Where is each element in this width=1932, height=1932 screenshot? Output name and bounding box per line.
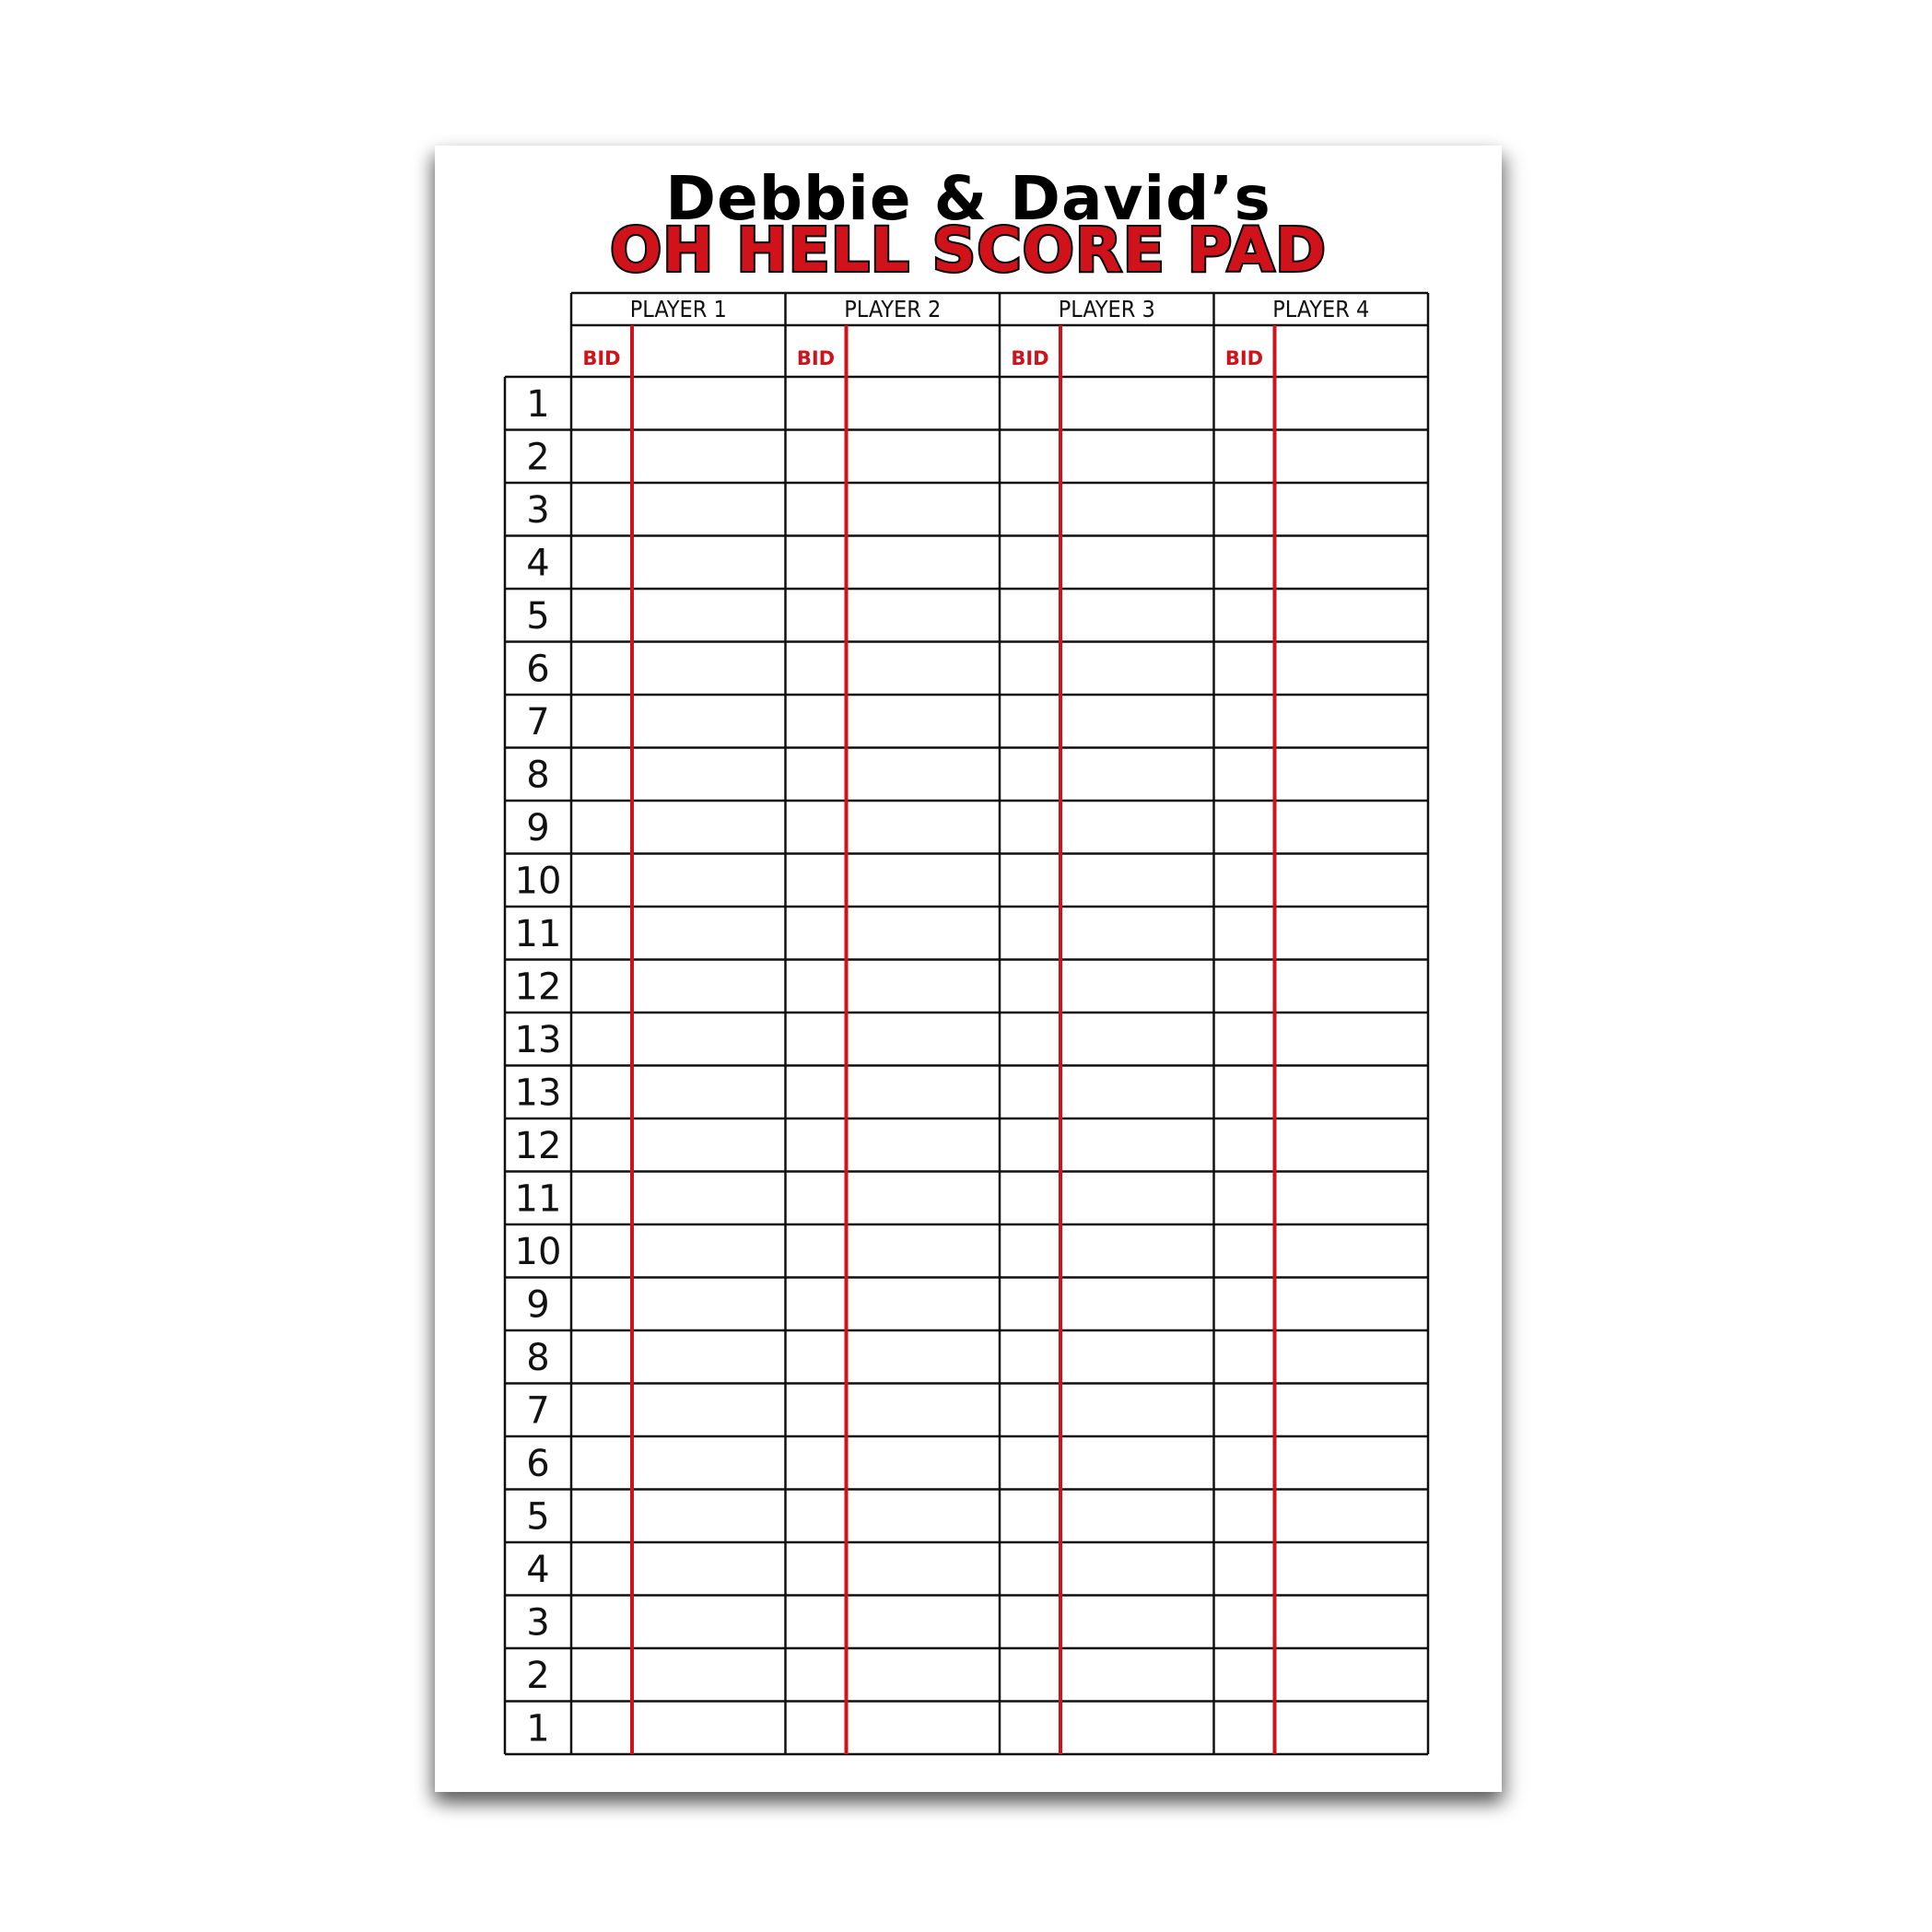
score-cell[interactable] [1278,432,1427,482]
bid-cell[interactable] [788,1280,845,1329]
bid-cell[interactable] [1001,1438,1059,1488]
score-cell[interactable] [1278,379,1427,428]
bid-cell[interactable] [573,908,630,958]
score-cell[interactable] [849,1544,999,1594]
score-cell[interactable] [1278,1014,1427,1064]
bid-cell[interactable] [1001,1226,1059,1276]
bid-label: BID [582,347,621,369]
score-cell[interactable] [849,432,999,482]
bid-cell[interactable] [788,1332,845,1382]
score-cell[interactable] [1063,591,1212,640]
score-cell[interactable] [1278,856,1427,906]
bid-cell[interactable] [1001,750,1059,800]
bid-cell[interactable] [1216,802,1273,852]
round-number: 8 [526,754,550,797]
score-cell[interactable] [1278,1598,1427,1647]
bid-cell[interactable] [573,697,630,746]
bid-cell[interactable] [788,1226,845,1276]
bid-cell[interactable] [573,1598,630,1647]
bid-cell[interactable] [788,644,845,694]
bid-cell[interactable] [1216,856,1273,906]
bid-cell[interactable] [788,1438,845,1488]
bid-cell[interactable] [1001,1174,1059,1224]
round-number: 11 [514,1177,562,1221]
score-cell[interactable] [849,538,999,588]
bid-cell[interactable] [1216,432,1273,482]
score-cell[interactable] [849,1174,999,1224]
bid-cell[interactable] [573,962,630,1012]
bid-label: BID [1224,347,1264,369]
score-cell[interactable] [635,432,784,482]
bid-cell[interactable] [788,1120,845,1170]
score-cell[interactable] [635,644,784,694]
bid-cell[interactable] [573,1120,630,1170]
bid-cell[interactable] [1216,644,1273,694]
bid-cell[interactable] [788,856,845,906]
round-number: 2 [526,1654,550,1697]
bid-cell[interactable] [1001,1014,1059,1064]
bid-cell[interactable] [573,379,630,428]
bid-label: BID [1011,347,1049,369]
bid-cell[interactable] [1001,962,1059,1012]
bid-cell[interactable] [1001,644,1059,694]
bid-cell[interactable] [788,485,845,534]
bid-cell[interactable] [788,591,845,640]
bid-cell[interactable] [788,802,845,852]
score-cell[interactable] [635,1068,784,1118]
score-cell[interactable] [1278,1386,1427,1435]
bid-cell[interactable] [573,856,630,906]
score-cell[interactable] [1278,750,1427,800]
score-cell[interactable] [1063,1544,1212,1594]
score-cell[interactable] [635,485,784,534]
bid-cell[interactable] [1001,697,1059,746]
bid-cell[interactable] [573,485,630,534]
score-cell[interactable] [1063,1280,1212,1329]
score-cell[interactable] [1278,1332,1427,1382]
bid-cell[interactable] [1001,1598,1059,1647]
bid-cell[interactable] [573,1492,630,1541]
bid-cell[interactable] [1001,856,1059,906]
round-number: 6 [526,1442,550,1485]
score-cell[interactable] [849,908,999,958]
bid-cell[interactable] [788,1386,845,1435]
score-cell[interactable] [849,1650,999,1700]
bid-cell[interactable] [1216,1386,1273,1435]
score-cell[interactable] [635,538,784,588]
bid-cell[interactable] [573,644,630,694]
bid-cell[interactable] [1216,379,1273,428]
bid-cell[interactable] [788,1598,845,1647]
bid-cell[interactable] [573,1174,630,1224]
player-header-label: PLAYER 2 [844,296,942,322]
score-cell[interactable] [635,1332,784,1382]
score-cell[interactable] [1278,1438,1427,1488]
score-cell[interactable] [849,1014,999,1064]
score-cell[interactable] [1063,1438,1212,1488]
score-cell[interactable] [1063,1120,1212,1170]
bid-cell[interactable] [573,432,630,482]
score-cell[interactable] [1278,591,1427,640]
score-cell[interactable] [635,1544,784,1594]
bid-cell[interactable] [573,1280,630,1329]
score-cell[interactable] [635,1492,784,1541]
bid-cell[interactable] [573,750,630,800]
bid-cell[interactable] [788,1650,845,1700]
bid-cell[interactable] [788,1544,845,1594]
score-cell[interactable] [1278,962,1427,1012]
score-cell[interactable] [849,485,999,534]
bid-cell[interactable] [1001,1650,1059,1700]
bid-cell[interactable] [573,1226,630,1276]
bid-cell[interactable] [573,802,630,852]
score-cell[interactable] [849,1704,999,1753]
bid-cell[interactable] [1216,1598,1273,1647]
bid-cell[interactable] [788,432,845,482]
score-cell[interactable] [1063,379,1212,428]
score-cell[interactable] [635,1386,784,1435]
bid-cell[interactable] [1001,1332,1059,1382]
score-cell[interactable] [1063,1598,1212,1647]
bid-cell[interactable] [1216,1492,1273,1541]
pad-title-game: OH HELL SCORE PAD [610,215,1327,286]
round-number: 10 [514,860,562,903]
score-cell[interactable] [849,591,999,640]
bid-cell[interactable] [1001,1544,1059,1594]
round-number: 11 [514,912,562,955]
score-cell[interactable] [849,856,999,906]
score-cell[interactable] [635,856,784,906]
score-cell[interactable] [635,962,784,1012]
round-number: 13 [514,1018,562,1061]
score-cell[interactable] [849,1068,999,1118]
round-number: 1 [526,1707,550,1751]
score-cell[interactable] [635,1174,784,1224]
round-number: 3 [526,1601,550,1645]
score-cell[interactable] [1063,432,1212,482]
bid-cell[interactable] [1216,1650,1273,1700]
score-cell[interactable] [849,1226,999,1276]
bid-cell[interactable] [1216,1438,1273,1488]
round-number: 5 [526,594,550,638]
score-cell[interactable] [635,1438,784,1488]
bid-cell[interactable] [573,591,630,640]
bid-cell[interactable] [1001,485,1059,534]
bid-cell[interactable] [573,1704,630,1753]
player-header-label: PLAYER 1 [629,296,727,322]
score-cell[interactable] [635,1598,784,1647]
bid-cell[interactable] [788,1068,845,1118]
bid-cell[interactable] [1216,1014,1273,1064]
bid-cell[interactable] [1001,591,1059,640]
score-cell[interactable] [1063,1226,1212,1276]
round-number: 7 [526,700,550,744]
bid-cell[interactable] [1001,1492,1059,1541]
score-cell[interactable] [849,962,999,1012]
score-cell[interactable] [635,1650,784,1700]
score-cell[interactable] [1063,538,1212,588]
score-cell[interactable] [849,379,999,428]
score-cell[interactable] [849,697,999,746]
bid-cell[interactable] [788,962,845,1012]
score-cell[interactable] [1278,644,1427,694]
bid-cell[interactable] [788,1704,845,1753]
bid-cell[interactable] [1216,1226,1273,1276]
score-cell[interactable] [849,1386,999,1435]
score-cell[interactable] [635,379,784,428]
score-cell[interactable] [1278,697,1427,746]
score-cell[interactable] [1063,908,1212,958]
score-cell[interactable] [1063,1014,1212,1064]
round-number: 2 [526,436,550,479]
bid-cell[interactable] [573,1650,630,1700]
bid-cell[interactable] [573,1438,630,1488]
score-cell[interactable] [849,1280,999,1329]
bid-cell[interactable] [1001,1120,1059,1170]
bid-cell[interactable] [573,1332,630,1382]
bid-cell[interactable] [1216,591,1273,640]
bid-cell[interactable] [788,750,845,800]
round-number: 6 [526,648,550,691]
score-cell[interactable] [635,591,784,640]
score-cell[interactable] [849,1120,999,1170]
score-pad-sheet [435,146,1502,1792]
bid-cell[interactable] [1216,1174,1273,1224]
bid-cell[interactable] [1001,432,1059,482]
round-number: 3 [526,488,550,532]
score-cell[interactable] [635,1704,784,1753]
score-cell[interactable] [1278,1650,1427,1700]
score-cell[interactable] [1063,1068,1212,1118]
round-number: 12 [514,966,562,1009]
score-grid [435,146,1502,1792]
bid-cell[interactable] [573,538,630,588]
bid-cell[interactable] [1001,1280,1059,1329]
bid-cell[interactable] [1001,379,1059,428]
bid-cell[interactable] [1001,1068,1059,1118]
bid-cell[interactable] [1001,538,1059,588]
bid-cell[interactable] [1216,697,1273,746]
bid-cell[interactable] [1001,1704,1059,1753]
score-cell[interactable] [1063,750,1212,800]
score-cell[interactable] [635,697,784,746]
player-header-label: PLAYER 4 [1272,296,1370,322]
score-cell[interactable] [1063,1332,1212,1382]
score-cell[interactable] [1278,1120,1427,1170]
score-cell[interactable] [1063,962,1212,1012]
score-cell[interactable] [1278,908,1427,958]
bid-cell[interactable] [788,697,845,746]
score-cell[interactable] [1063,1174,1212,1224]
score-cell[interactable] [635,1120,784,1170]
bid-cell[interactable] [573,1068,630,1118]
score-cell[interactable] [635,1014,784,1064]
bid-cell[interactable] [1216,1544,1273,1594]
score-cell[interactable] [1278,1174,1427,1224]
round-number: 9 [526,806,550,849]
round-number: 13 [514,1071,562,1115]
score-cell[interactable] [635,750,784,800]
bid-cell[interactable] [1216,538,1273,588]
round-number: 4 [526,1548,550,1591]
round-number: 8 [526,1336,550,1379]
score-cell[interactable] [849,1332,999,1382]
bid-cell[interactable] [573,1014,630,1064]
round-number: 12 [514,1124,562,1167]
bid-cell[interactable] [1216,485,1273,534]
bid-cell[interactable] [573,1544,630,1594]
score-cell[interactable] [1063,644,1212,694]
bid-cell[interactable] [788,1174,845,1224]
bid-cell[interactable] [1001,802,1059,852]
score-cell[interactable] [1063,1492,1212,1541]
bid-cell[interactable] [788,1492,845,1541]
score-cell[interactable] [1063,1704,1212,1753]
score-cell[interactable] [849,644,999,694]
score-cell[interactable] [849,1492,999,1541]
pad-title-owner: Debbie & David’s [665,163,1271,234]
score-cell[interactable] [1063,697,1212,746]
bid-cell[interactable] [1216,1704,1273,1753]
bid-cell[interactable] [1216,750,1273,800]
bid-cell[interactable] [1216,1332,1273,1382]
bid-cell[interactable] [1216,1120,1273,1170]
score-cell[interactable] [1278,1226,1427,1276]
bid-cell[interactable] [1216,908,1273,958]
round-number: 10 [514,1230,562,1273]
score-cell[interactable] [1278,1492,1427,1541]
round-number: 7 [526,1389,550,1433]
round-number: 9 [526,1283,550,1327]
bid-label-row [582,347,1263,369]
bid-label: BID [796,347,836,369]
score-cell[interactable] [1278,538,1427,588]
score-cell[interactable] [1278,1068,1427,1118]
score-cell[interactable] [635,802,784,852]
score-cell[interactable] [1063,802,1212,852]
score-cell[interactable] [849,1438,999,1488]
score-cell[interactable] [849,750,999,800]
bid-cell[interactable] [1216,1068,1273,1118]
score-cell[interactable] [1063,485,1212,534]
score-cell[interactable] [849,802,999,852]
bid-cell[interactable] [1216,1280,1273,1329]
bid-cell[interactable] [788,538,845,588]
score-cell[interactable] [635,908,784,958]
player-header-label: PLAYER 3 [1058,296,1155,322]
score-cell[interactable] [1063,856,1212,906]
score-cell[interactable] [1063,1650,1212,1700]
score-cell[interactable] [635,1280,784,1329]
score-cell[interactable] [1278,1544,1427,1594]
score-cell[interactable] [635,1226,784,1276]
round-number: 1 [526,382,550,426]
bid-cell[interactable] [1001,1386,1059,1435]
bid-cell[interactable] [1001,908,1059,958]
round-number: 5 [526,1495,550,1539]
score-cell[interactable] [1278,485,1427,534]
score-cell[interactable] [1278,802,1427,852]
score-cell[interactable] [1063,1386,1212,1435]
round-number: 4 [526,542,550,585]
bid-cell[interactable] [788,1014,845,1064]
bid-cell[interactable] [788,908,845,958]
score-cell[interactable] [849,1598,999,1647]
bid-cell[interactable] [788,379,845,428]
bid-cell[interactable] [1216,962,1273,1012]
bid-cell[interactable] [573,1386,630,1435]
score-cell[interactable] [1278,1704,1427,1753]
score-cell[interactable] [1278,1280,1427,1329]
